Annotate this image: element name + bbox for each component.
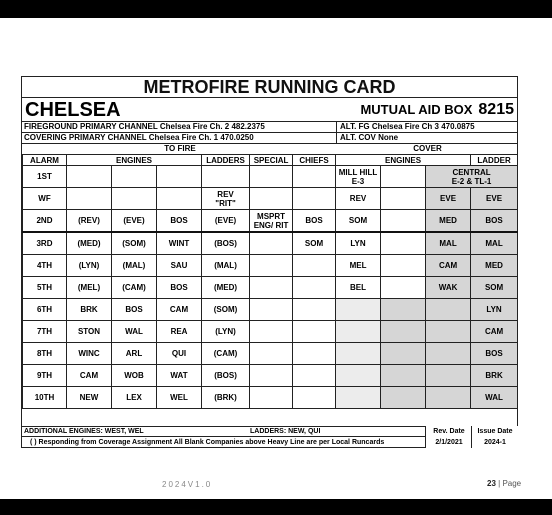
cover-engine-3-cell <box>426 343 471 365</box>
cover-ladder-cell: WAL <box>471 387 518 409</box>
cover-engine-3-cell: WAK <box>426 277 471 299</box>
to-fire-label: TO FIRE <box>164 144 196 153</box>
box-label: MUTUAL AID BOX <box>360 102 473 117</box>
cover-engine-1-cell: MEL <box>336 255 381 277</box>
engine-2-cell: (EVE) <box>112 210 157 233</box>
covering-channel: COVERING PRIMARY CHANNEL Chelsea Fire Ch. 1 470.0250 <box>24 133 337 144</box>
alt-fireground-channel: ALT. FG Chelsea Fire Ch 3 470.0875 <box>340 122 475 131</box>
cover-ladder-header: LADDER <box>471 155 518 166</box>
ladder-cell: (BRK) <box>202 387 250 409</box>
chief-cell <box>293 166 336 188</box>
additional-engines: ADDITIONAL ENGINES: WEST, WEL <box>24 428 144 435</box>
cover-engine-1-cell <box>336 299 381 321</box>
alarm-cell: 4TH <box>23 255 67 277</box>
cover-ladder-cell: CAM <box>471 321 518 343</box>
alt-covering-channel: ALT. COV None <box>340 133 399 142</box>
ladder-cell: (LYN) <box>202 321 250 343</box>
cover-engine-2-cell <box>381 343 426 365</box>
table-row <box>23 210 518 233</box>
engine-2-cell: LEX <box>112 387 157 409</box>
cover-engine-2-cell <box>381 321 426 343</box>
cover-engine-2-cell <box>381 210 426 233</box>
chief-cell <box>293 277 336 299</box>
special-header: SPECIAL <box>250 155 293 166</box>
cover-engine-2-cell <box>381 255 426 277</box>
cover-ladder-cell: BOS <box>471 343 518 365</box>
alarm-cell: 9TH <box>23 365 67 387</box>
engine-3-cell: WEL <box>157 387 202 409</box>
rev-date-label: Rev. Date <box>433 428 465 435</box>
cover-engine-3-cell <box>426 321 471 343</box>
cover-engines-header: ENGINES <box>336 155 471 166</box>
table-row <box>23 343 518 365</box>
special-cell <box>250 255 293 277</box>
special-cell <box>250 365 293 387</box>
cover-engine-3-cell <box>426 365 471 387</box>
special-cell <box>250 277 293 299</box>
engine-3-cell: WINT <box>157 232 202 255</box>
ladder-cell: (BOS) <box>202 232 250 255</box>
chief-cell <box>293 365 336 387</box>
cover-engine-3-cell: CAM <box>426 255 471 277</box>
table-row <box>23 277 518 299</box>
cover-engine-2-cell <box>381 387 426 409</box>
cover-engine-3-cell: MAL <box>426 232 471 255</box>
engine-1-cell: STON <box>67 321 112 343</box>
table-row <box>23 365 518 387</box>
cover-engine-1-cell: BEL <box>336 277 381 299</box>
engine-2-cell: WOB <box>112 365 157 387</box>
engine-3-cell: BOS <box>157 210 202 233</box>
chief-cell <box>293 188 336 210</box>
alarm-cell: 3RD <box>23 232 67 255</box>
alarm-cell: 7TH <box>23 321 67 343</box>
chief-cell <box>293 299 336 321</box>
cover-ladder-cell: MED <box>471 255 518 277</box>
cover-engine-1-cell: LYN <box>336 232 381 255</box>
table-row <box>23 232 518 255</box>
cover-engine-3-cell: EVE <box>426 188 471 210</box>
chief-cell: BOS <box>293 210 336 233</box>
alarm-header: ALARM <box>23 155 67 166</box>
engine-2-cell: (CAM) <box>112 277 157 299</box>
issue-date-label: Issue Date <box>477 428 513 435</box>
cover-engine-2-cell <box>381 277 426 299</box>
ladder-cell: (SOM) <box>202 299 250 321</box>
cover-engine-2-cell <box>381 166 426 188</box>
cover-engine-1-cell <box>336 365 381 387</box>
alarm-cell: 6TH <box>23 299 67 321</box>
engine-2-cell <box>112 188 157 210</box>
chief-cell: SOM <box>293 232 336 255</box>
page-number <box>487 479 521 488</box>
ladder-cell: (EVE) <box>202 210 250 233</box>
cover-engine-1-cell <box>336 387 381 409</box>
alarm-cell: WF <box>23 188 67 210</box>
cover-ladder-cell: BRK <box>471 365 518 387</box>
issue-date-box <box>471 426 518 448</box>
engine-1-cell: (LYN) <box>67 255 112 277</box>
ladder-cell: REV "RIT" <box>202 188 250 210</box>
cover-engine-2-cell <box>381 365 426 387</box>
cover-engine-2-cell <box>381 188 426 210</box>
ladder-cell: (MAL) <box>202 255 250 277</box>
engine-1-cell: (MED) <box>67 232 112 255</box>
engine-2-cell: BOS <box>112 299 157 321</box>
cover-engine-1-cell <box>336 343 381 365</box>
mutual-aid-box <box>360 98 514 122</box>
table-row <box>23 387 518 409</box>
covering-channel-row <box>22 132 517 143</box>
special-cell <box>250 321 293 343</box>
ladder-cell: (MED) <box>202 277 250 299</box>
fireground-channel: FIREGROUND PRIMARY CHANNEL Chelsea Fire Ch. 2 482.2375 <box>24 122 337 133</box>
special-cell <box>250 232 293 255</box>
table-row <box>23 166 518 188</box>
engine-3-cell: QUI <box>157 343 202 365</box>
additional-ladders: LADDERS: NEW, QUI <box>250 428 321 435</box>
engine-2-cell: ARL <box>112 343 157 365</box>
document-page <box>0 18 552 499</box>
ladder-cell: (CAM) <box>202 343 250 365</box>
coverage-note: ( ) Responding from Coverage Assignment All Blank Companies above Heavy Line are per Local Runcards <box>30 439 385 446</box>
cover-engine-3-cell: MED <box>426 210 471 233</box>
engine-3-cell: CAM <box>157 299 202 321</box>
cover-engine-1-cell: MILL HILL E-3 <box>336 166 381 188</box>
chiefs-header: CHIEFS <box>293 155 336 166</box>
engine-1-cell <box>67 166 112 188</box>
engine-1-cell <box>67 188 112 210</box>
chief-cell <box>293 255 336 277</box>
engine-3-cell: SAU <box>157 255 202 277</box>
table-row <box>23 299 518 321</box>
special-cell <box>250 343 293 365</box>
table-row <box>23 321 518 343</box>
page-label: | Page <box>498 479 522 488</box>
table-row <box>23 188 518 210</box>
cover-engine-1-cell <box>336 321 381 343</box>
special-cell <box>250 188 293 210</box>
cover-engine-3-cell: CENTRAL E-2 & TL-1 <box>426 166 518 188</box>
fireground-channel-row <box>22 121 517 132</box>
table-row <box>23 255 518 277</box>
column-header-row <box>23 155 518 166</box>
chief-cell <box>293 321 336 343</box>
section-header-row <box>22 143 517 154</box>
cover-ladder-cell: BOS <box>471 210 518 233</box>
cover-engine-3-cell <box>426 387 471 409</box>
cover-ladder-cell: MAL <box>471 232 518 255</box>
box-number: 8215 <box>478 101 514 118</box>
engine-1-cell: NEW <box>67 387 112 409</box>
ladder-cell <box>202 166 250 188</box>
alarm-cell: 10TH <box>23 387 67 409</box>
alarm-cell: 1ST <box>23 166 67 188</box>
alarm-cell: 5TH <box>23 277 67 299</box>
cover-engine-2-cell <box>381 299 426 321</box>
engine-3-cell: BOS <box>157 277 202 299</box>
engine-2-cell <box>112 166 157 188</box>
city-name: CHELSEA <box>25 99 121 121</box>
cover-engine-2-cell <box>381 232 426 255</box>
engine-1-cell: (REV) <box>67 210 112 233</box>
engine-1-cell: WINC <box>67 343 112 365</box>
special-cell <box>250 387 293 409</box>
cover-label: COVER <box>413 144 442 153</box>
engine-2-cell: (SOM) <box>112 232 157 255</box>
assignment-table <box>22 154 518 409</box>
running-card <box>21 76 518 448</box>
cover-engine-3-cell <box>426 299 471 321</box>
engine-2-cell: (MAL) <box>112 255 157 277</box>
ladders-header: LADDERS <box>202 155 250 166</box>
cover-ladder-cell: EVE <box>471 188 518 210</box>
alarm-cell: 8TH <box>23 343 67 365</box>
rev-date: 2/1/2021 <box>435 439 463 446</box>
ladder-cell: (BOS) <box>202 365 250 387</box>
cover-engine-1-cell: SOM <box>336 210 381 233</box>
cover-ladder-cell: LYN <box>471 299 518 321</box>
engine-2-cell: WAL <box>112 321 157 343</box>
engine-1-cell: (MEL) <box>67 277 112 299</box>
engine-3-cell: WAT <box>157 365 202 387</box>
rev-date-box <box>425 426 472 448</box>
engine-3-cell <box>157 188 202 210</box>
city-row <box>22 97 517 121</box>
engines-header: ENGINES <box>67 155 202 166</box>
version-label: 2024V1.0 <box>162 480 213 489</box>
special-cell: MSPRT ENG/ RIT <box>250 210 293 233</box>
engine-1-cell: BRK <box>67 299 112 321</box>
special-cell <box>250 166 293 188</box>
engine-3-cell <box>157 166 202 188</box>
engine-3-cell: REA <box>157 321 202 343</box>
special-cell <box>250 299 293 321</box>
card-title: METROFIRE RUNNING CARD <box>143 77 396 97</box>
alarm-cell: 2ND <box>23 210 67 233</box>
cover-engine-1-cell: REV <box>336 188 381 210</box>
engine-1-cell: CAM <box>67 365 112 387</box>
page-number-value: 23 <box>487 479 496 488</box>
chief-cell <box>293 343 336 365</box>
cover-ladder-cell: SOM <box>471 277 518 299</box>
chief-cell <box>293 387 336 409</box>
issue-date: 2024-1 <box>484 439 506 446</box>
